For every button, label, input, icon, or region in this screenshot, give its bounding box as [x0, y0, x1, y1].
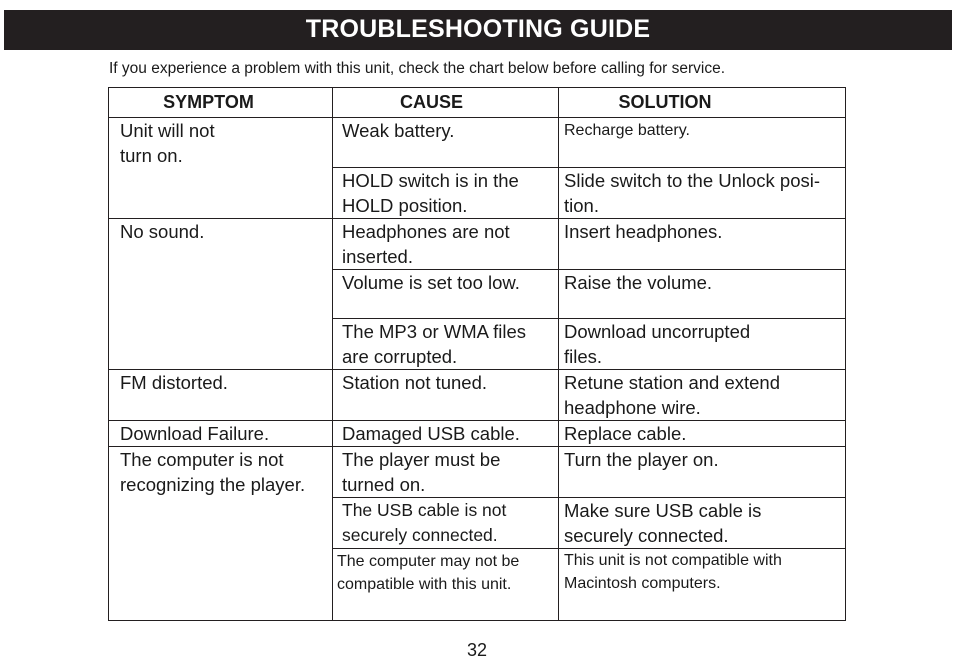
solution-cell: Recharge battery.: [559, 118, 846, 168]
symptom-cell: Download Failure.: [109, 421, 333, 447]
symptom-cell: FM distorted.: [109, 370, 333, 421]
table-row: [109, 219, 846, 270]
solution-cell: Replace cable.: [559, 421, 846, 447]
cause-cell: The computer may not be compatible with this unit.: [333, 549, 559, 621]
cause-cell: The player must be turned on.: [333, 447, 559, 498]
cause-cell: Headphones are not inserted.: [333, 219, 559, 270]
table-header-row: [109, 88, 846, 118]
table-row: [109, 447, 846, 498]
page-number: 32: [466, 640, 488, 660]
solution-cell: Raise the volume.: [559, 270, 846, 319]
symptom-cell: No sound.: [109, 219, 333, 370]
table-row: [109, 370, 846, 421]
cause-cell: Station not tuned.: [333, 370, 559, 421]
solution-header: SOLUTION: [559, 88, 846, 118]
solution-cell: Insert headphones.: [559, 219, 846, 270]
cause-cell: HOLD switch is in the HOLD position.: [333, 168, 559, 219]
solution-cell: This unit is not compatible with Macintosh computers.: [559, 549, 846, 621]
solution-cell: Download uncorrupted files.: [559, 319, 846, 370]
symptom-header: SYMPTOM: [109, 88, 333, 118]
cause-header: CAUSE: [333, 88, 559, 118]
table-row: [109, 118, 846, 168]
cause-cell: The USB cable is not securely connected.: [333, 498, 559, 549]
solution-cell: Turn the player on.: [559, 447, 846, 498]
solution-cell: Make sure USB cable is securely connected.: [559, 498, 846, 549]
solution-cell: Retune station and extend headphone wire.: [559, 370, 846, 421]
intro-text: If you experience a problem with this unit, check the chart below before calling for service.: [109, 60, 726, 77]
cause-cell: Damaged USB cable.: [333, 421, 559, 447]
troubleshooting-table: [108, 87, 846, 621]
cause-cell: The MP3 or WMA files are corrupted.: [333, 319, 559, 370]
table-row: [109, 421, 846, 447]
page-title: TROUBLESHOOTING GUIDE: [4, 10, 952, 50]
solution-cell: Slide switch to the Unlock posi-tion.: [559, 168, 846, 219]
cause-cell: Weak battery.: [333, 118, 559, 168]
symptom-cell: The computer is not recognizing the player.: [109, 447, 333, 621]
cause-cell: Volume is set too low.: [333, 270, 559, 319]
symptom-cell: Unit will not turn on.: [109, 118, 333, 219]
